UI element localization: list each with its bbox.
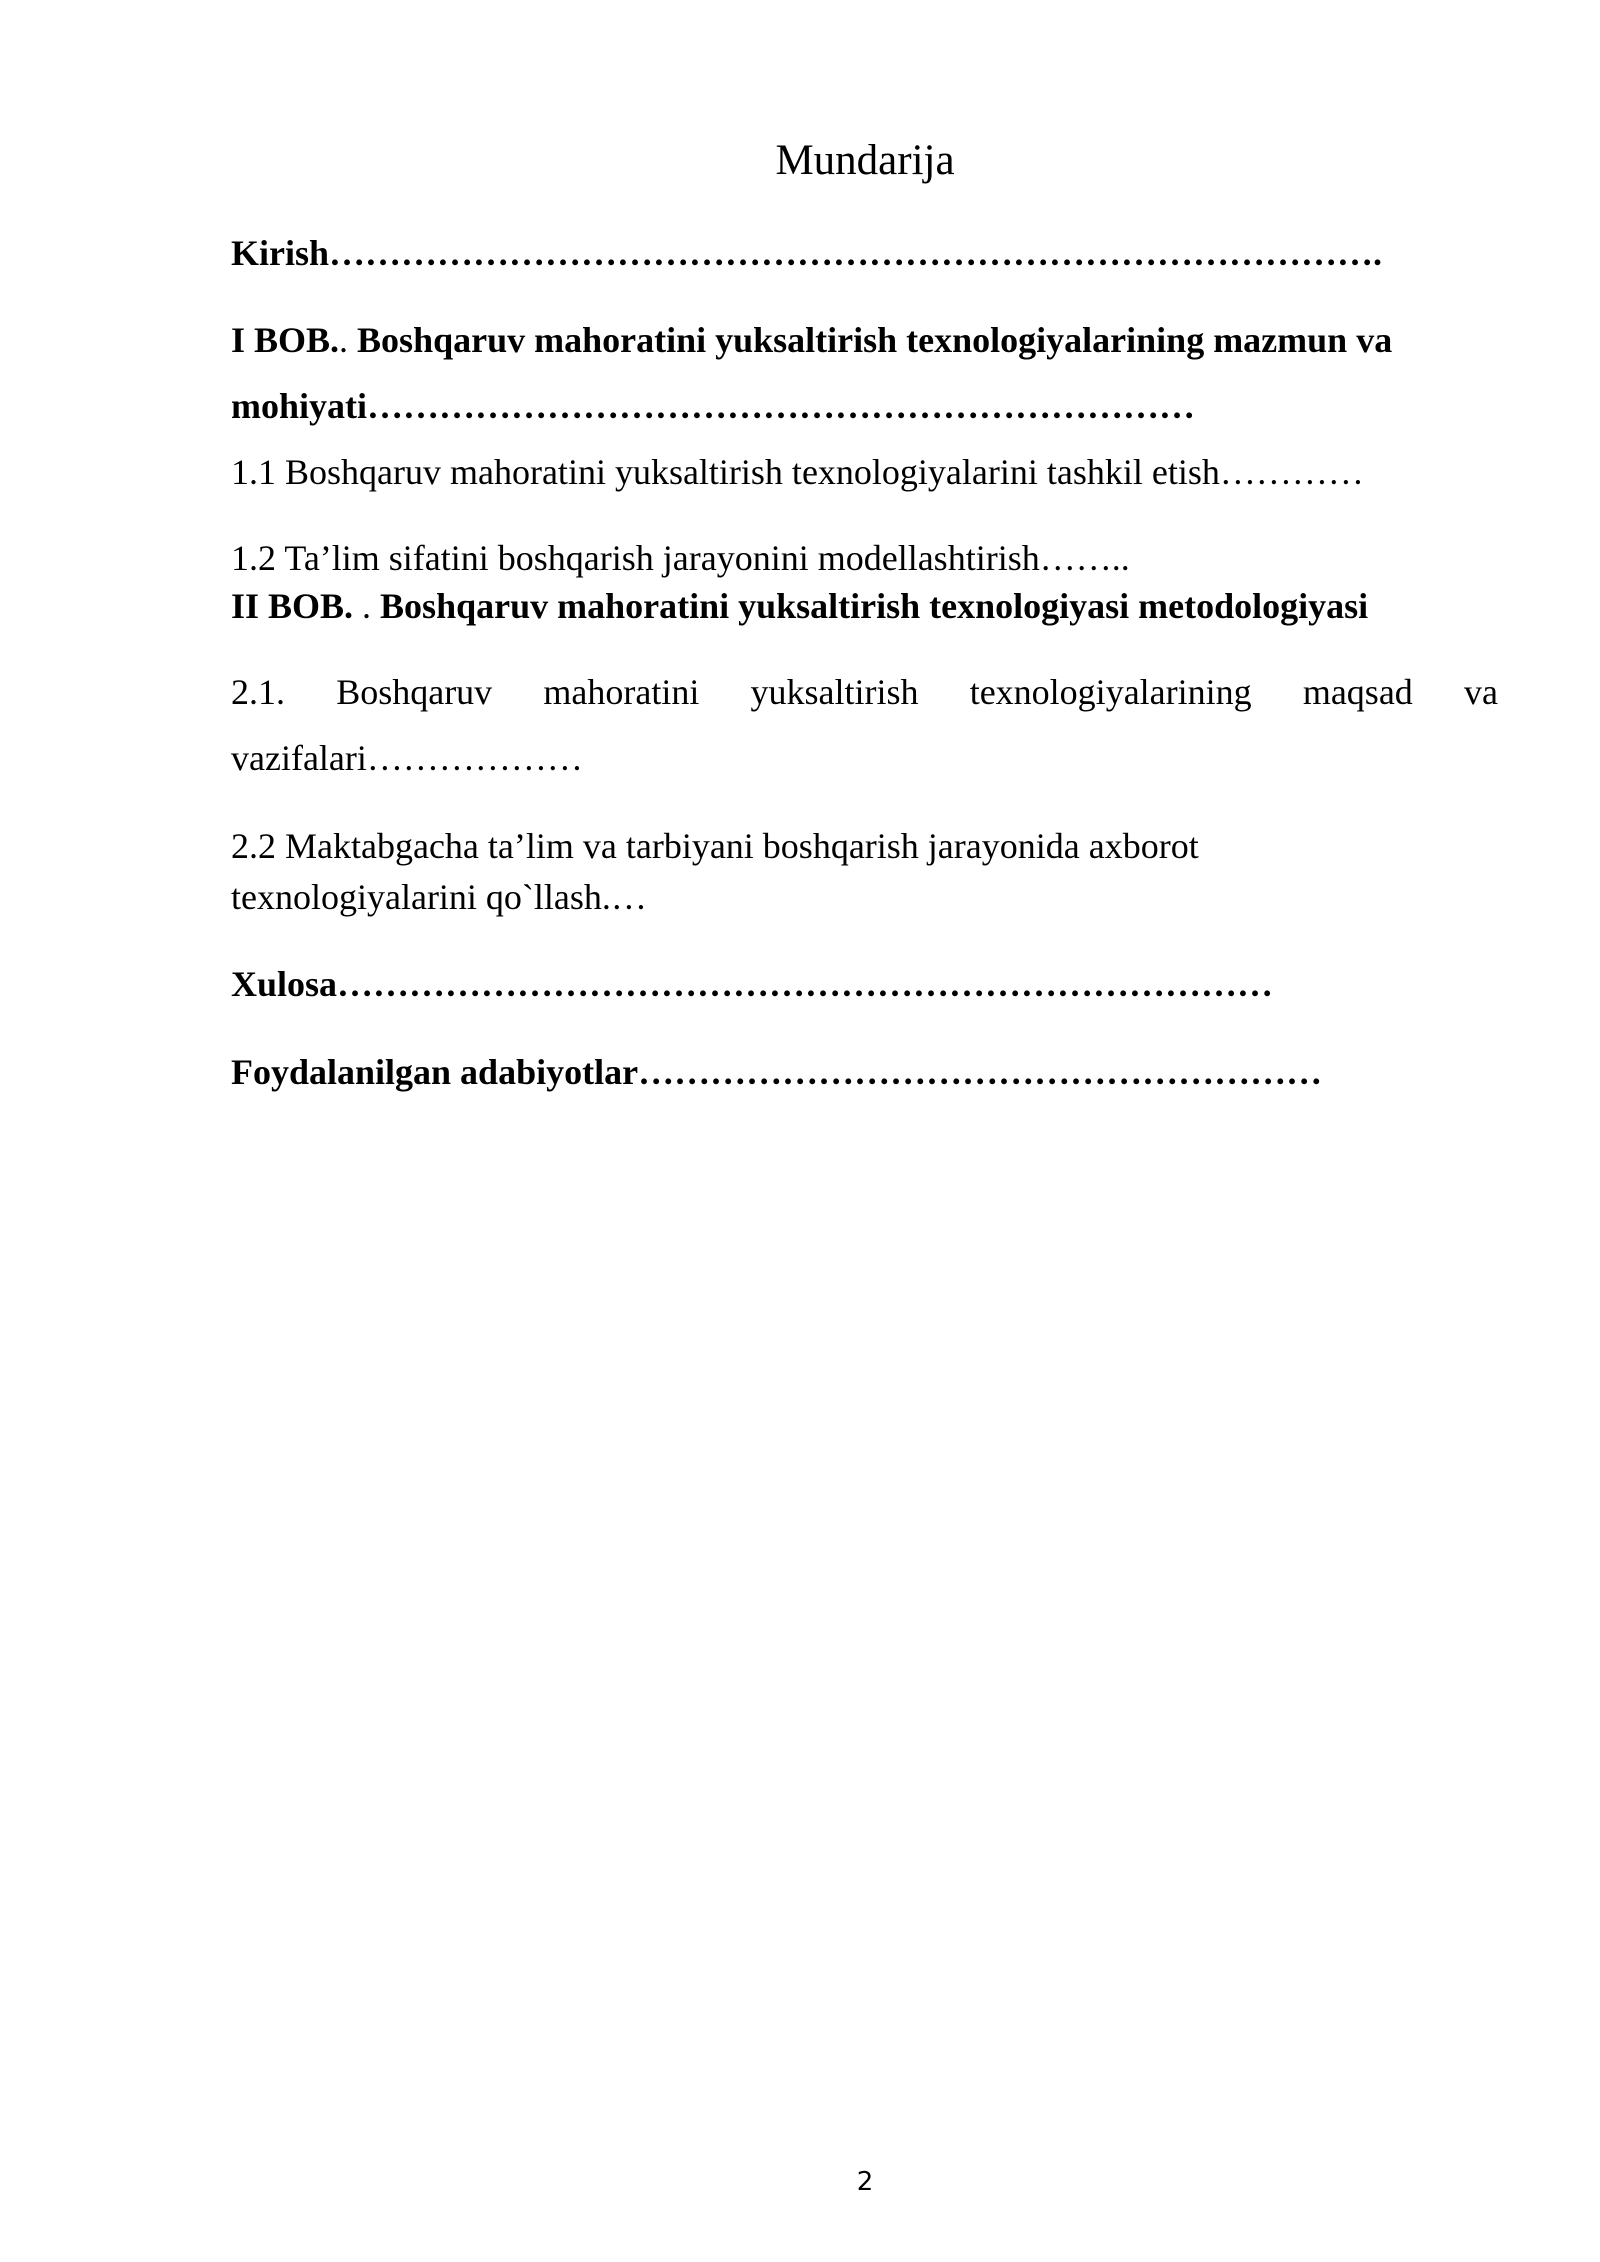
toc-entry-kirish: Kirish……………………………………………………………………………. [231,233,1383,273]
toc-word: mahoratini [543,672,700,712]
toc-entry-bob1-line2: mohiyati…………………………………………………………… [231,386,1196,426]
toc-chapter-label: I BOB. [231,320,340,360]
page-title: Mundarija [775,137,955,184]
toc-entry-adabiyotlar: Foydalanilgan adabiyotlar………………………………………………… [231,1052,1323,1092]
toc-word: Boshqaruv [336,672,493,712]
toc-word: maqsad [1302,672,1413,712]
toc-entry-2-2-line2: texnologiyalarini qo`llash.… [231,877,647,917]
toc-chapter-separator: . [339,320,349,360]
toc-word: 2.1. [231,672,285,712]
toc-chapter-title: Boshqaruv mahoratini yuksaltirish texnologiyasi metodologiyasi [371,586,1369,626]
toc-chapter-separator: . [353,586,372,626]
toc-entry-1-2: 1.2 Ta’lim sifatini boshqarish jarayonini modellashtirish…….. [231,538,1130,578]
toc-word: va [1463,672,1498,712]
toc-entry-2-1-line2: vazifalari……………… [231,738,583,778]
toc-chapter-label: II BOB. [231,586,354,626]
toc-entry-1-1: 1.1 Boshqaruv mahoratini yuksaltirish texnologiyalarini tashkil etish………… [231,452,1364,492]
toc-word: texnologiyalarining [969,672,1252,712]
toc-word: yuksaltirish [750,672,919,712]
toc-entry-2-1-line1 [231,668,1498,716]
toc-entry-bob2 [231,582,1368,630]
toc-chapter-title: Boshqaruv mahoratini yuksaltirish texnologiyalarining mazmun va [348,320,1393,360]
toc-entry-2-2-line1: 2.2 Maktabgacha ta’lim va tarbiyani boshqarish jarayonida axborot [231,826,1199,866]
page-number: 2 [856,2167,874,2197]
toc-entry-bob1-line1 [231,316,1392,364]
toc-entry-xulosa: Xulosa…………………………………………………………………… [231,964,1274,1004]
